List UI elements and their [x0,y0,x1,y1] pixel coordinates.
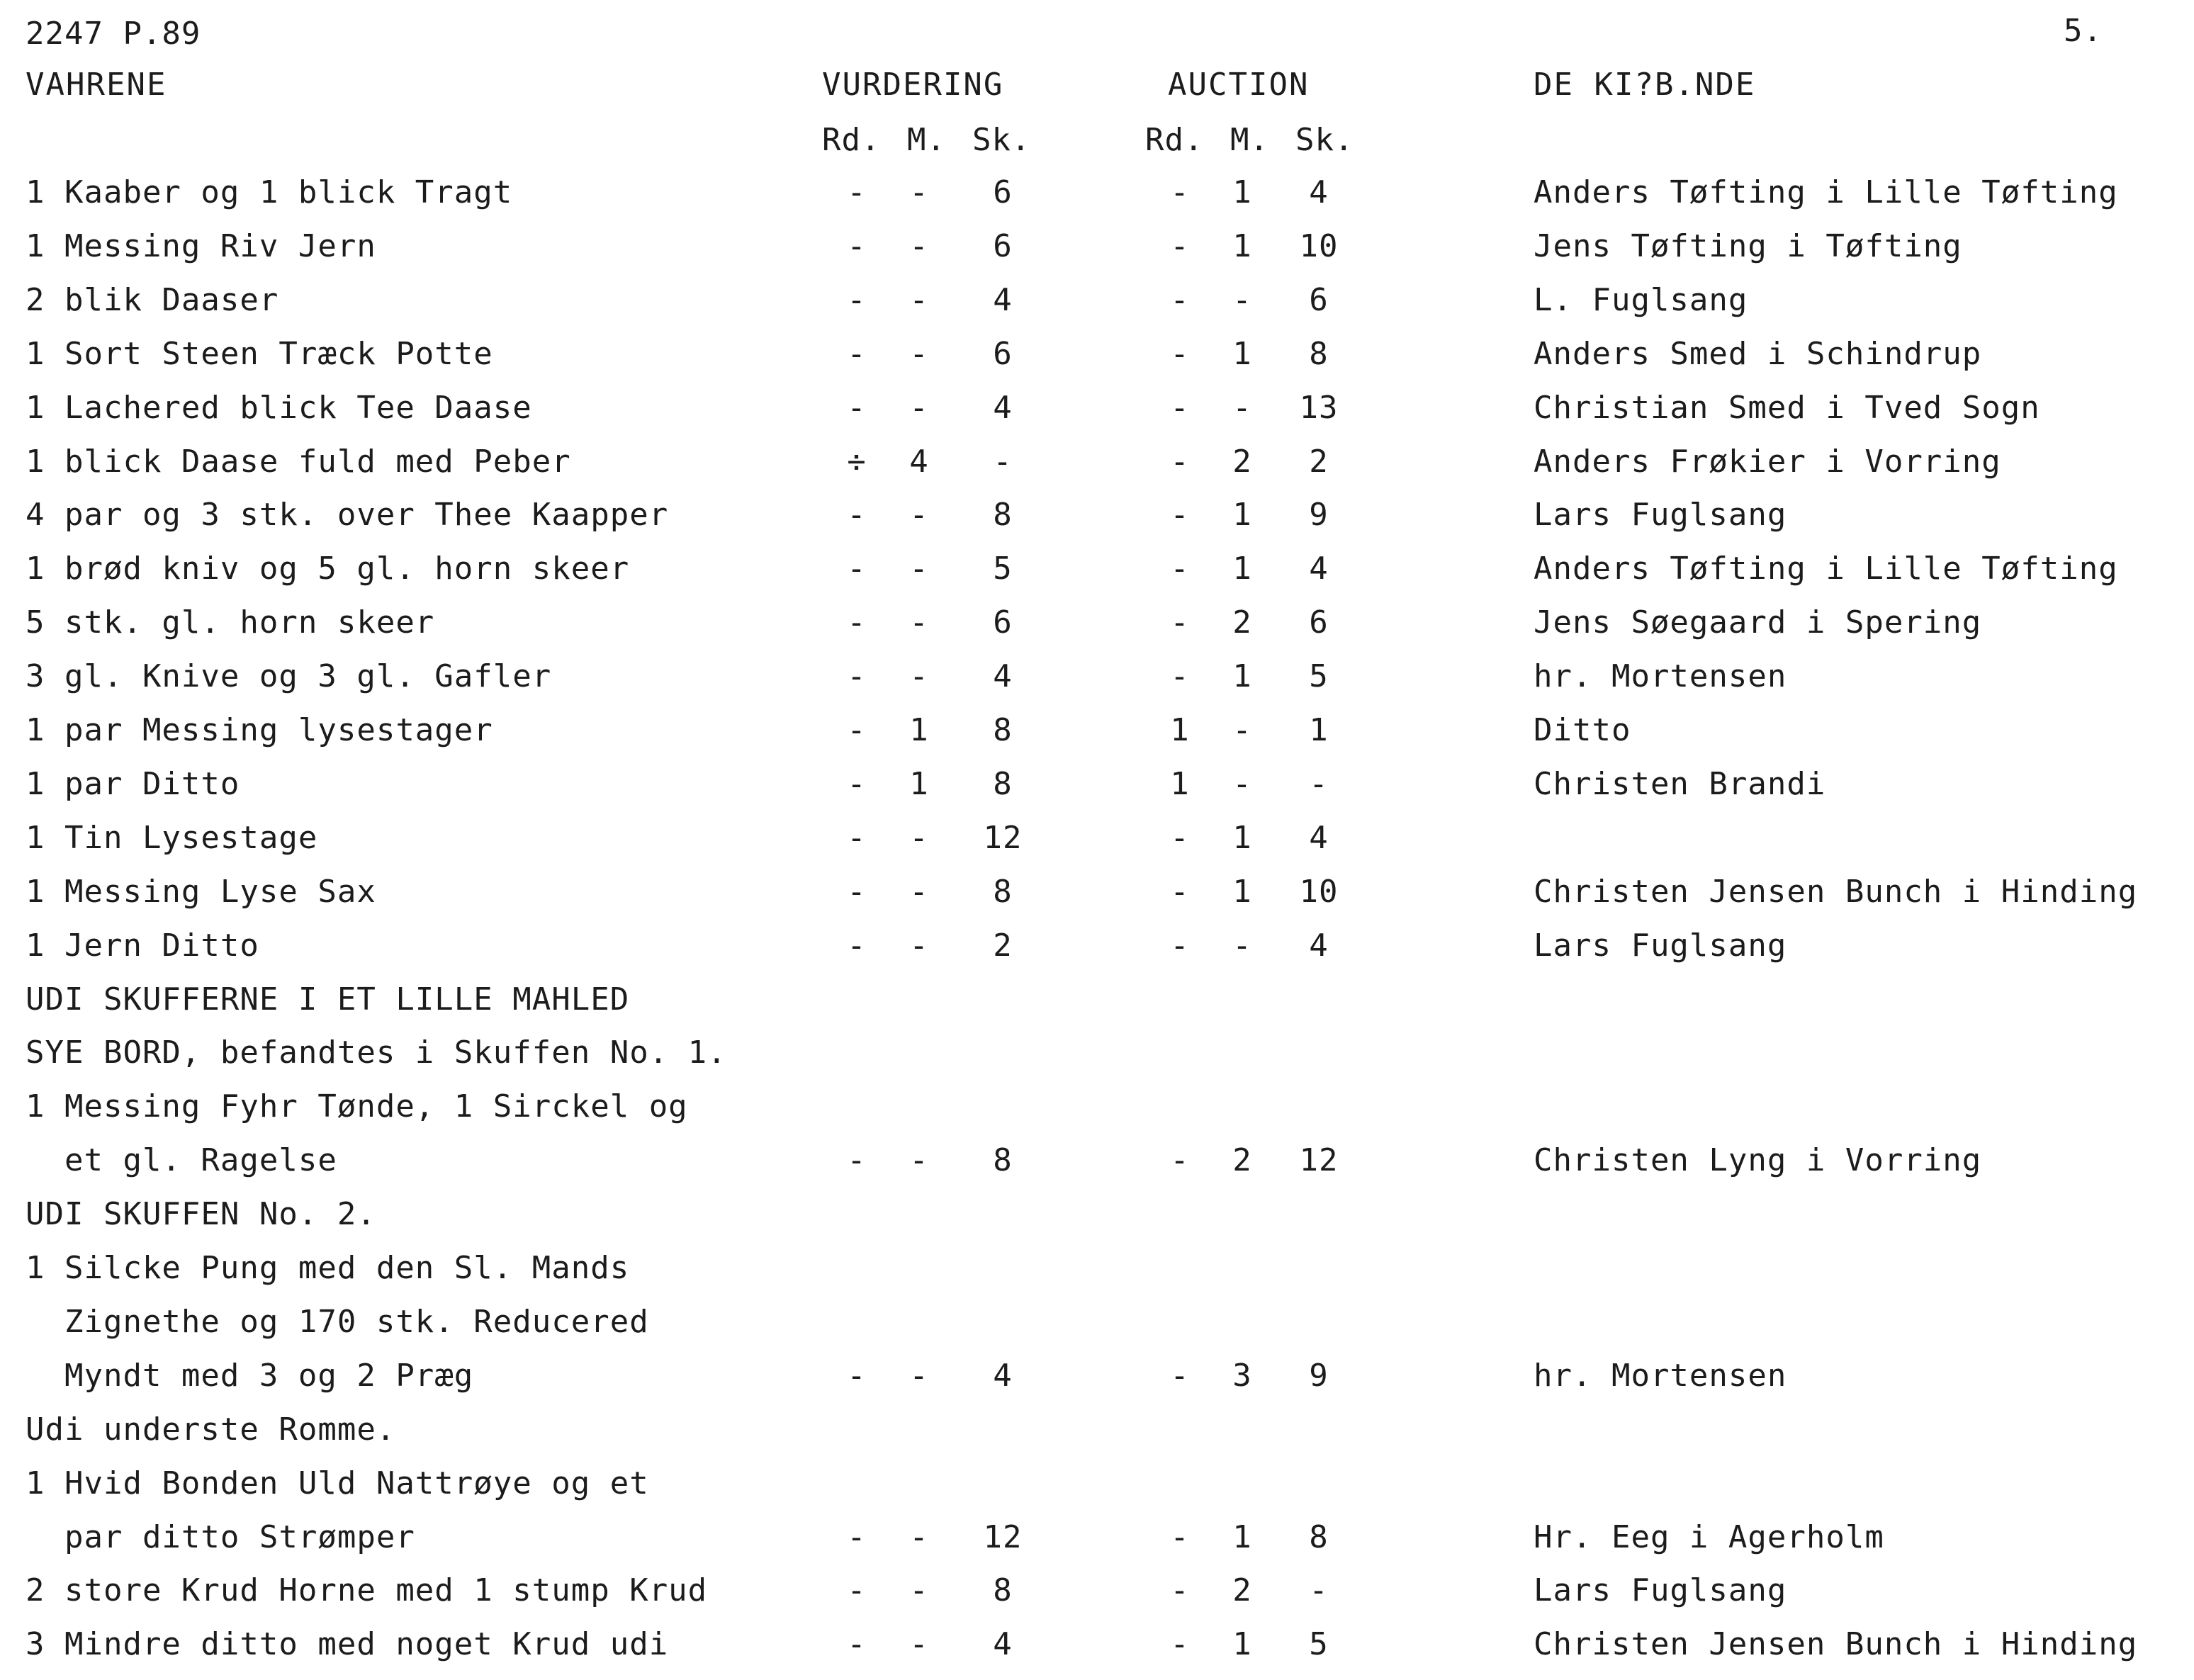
item-description: 1 Hvid Bonden Uld Nattrøye og et [26,1465,649,1501]
unit-auction-m: M. [1230,122,1269,158]
valuation-rigsdaler: - [847,1626,867,1663]
item-description: SYE BORD, befandtes i Skuffen No. 1. [26,1035,727,1071]
item-description: 1 Tin Lysestage [26,819,318,856]
auction-rigsdaler: - [1170,335,1190,372]
valuation-mark: 1 [909,765,929,802]
table-row [0,1411,2194,1465]
table-row [0,1626,2194,1680]
auction-mark: 2 [1232,604,1252,641]
header-vahrene: VAHRENE [26,67,167,103]
valuation-mark: - [909,604,929,641]
item-description: 3 Mindre ditto med noget Krud udi [26,1626,669,1663]
auction-skilling: 6 [1309,281,1329,318]
buyer-name: Anders Tøfting i Lille Tøfting [1534,551,2118,587]
valuation-rigsdaler: - [847,1142,867,1179]
auction-mark: 1 [1232,335,1252,372]
valuation-rigsdaler: - [847,174,867,210]
buyer-name: Anders Tøfting i Lille Tøfting [1534,174,2118,210]
item-description: UDI SKUFFERNE I ET LILLE MAHLED [26,981,630,1017]
item-description: et gl. Ragelse [26,1142,337,1179]
valuation-mark: - [909,1626,929,1663]
valuation-rigsdaler: - [847,927,867,964]
item-description: 1 Messing Lyse Sax [26,873,376,910]
buyer-name: L. Fuglsang [1534,281,1748,318]
item-description: 4 par og 3 stk. over Thee Kaapper [26,497,669,534]
buyer-name: Lars Fuglsang [1534,1572,1787,1609]
valuation-skilling: - [993,443,1013,480]
buyer-name: Christen Jensen Bunch i Hinding [1534,873,2138,910]
valuation-mark: - [909,227,929,264]
valuation-skilling: 12 [983,1518,1023,1555]
auction-rigsdaler: - [1170,174,1190,210]
auction-skilling: 13 [1299,389,1339,426]
unit-auction-sk: Sk. [1295,122,1354,158]
auction-rigsdaler: - [1170,443,1190,480]
auction-mark: 2 [1232,443,1252,480]
auction-skilling: 6 [1309,604,1329,641]
valuation-skilling: 4 [993,389,1013,426]
auction-rigsdaler: - [1170,281,1190,318]
valuation-skilling: 6 [993,335,1013,372]
item-description: 1 par Messing lysestager [26,712,493,748]
auction-skilling: 1 [1309,712,1329,748]
auction-rigsdaler: - [1170,389,1190,426]
valuation-rigsdaler: - [847,281,867,318]
item-description: Zignethe og 170 stk. Reducered [26,1303,649,1340]
auction-skilling: 5 [1309,658,1329,695]
auction-rigsdaler: - [1170,873,1190,910]
valuation-rigsdaler: - [847,389,867,426]
valuation-rigsdaler: - [847,873,867,910]
auction-rigsdaler: - [1170,1572,1190,1609]
valuation-skilling: 6 [993,174,1013,210]
auction-mark: 2 [1232,1572,1252,1609]
item-description: Udi underste Romme. [26,1411,396,1448]
valuation-mark: - [909,497,929,534]
buyer-name: Lars Fuglsang [1534,497,1787,534]
auction-skilling: 5 [1309,1626,1329,1663]
item-description: 1 Jern Ditto [26,927,259,964]
auction-rigsdaler: 1 [1170,765,1190,802]
unit-vurdering-m: M. [907,122,946,158]
table-row [0,658,2194,712]
auction-skilling: 4 [1309,819,1329,856]
valuation-skilling: 8 [993,873,1013,910]
table-row [0,1196,2194,1250]
valuation-rigsdaler: - [847,712,867,748]
auction-mark: - [1232,389,1252,426]
auction-mark: - [1232,281,1252,318]
auction-rigsdaler: - [1170,1518,1190,1555]
valuation-rigsdaler: - [847,497,867,534]
item-description: 2 blik Daaser [26,281,279,318]
valuation-skilling: 8 [993,497,1013,534]
auction-rigsdaler: - [1170,1142,1190,1179]
buyer-name: Jens Tøfting i Tøfting [1534,227,1962,264]
buyer-name: Lars Fuglsang [1534,927,1787,964]
auction-skilling: 9 [1309,497,1329,534]
auction-rigsdaler: - [1170,1357,1190,1394]
table-row [0,1519,2194,1573]
table-row [0,1088,2194,1142]
table-row [0,1572,2194,1626]
header-kiobende: DE KI?B.NDE [1534,67,1756,103]
table-row [0,444,2194,497]
header-vurdering: VURDERING [822,67,1004,103]
buyer-name: Christian Smed i Tved Sogn [1534,389,2040,426]
buyer-name: hr. Mortensen [1534,1357,1787,1394]
valuation-mark: 4 [909,443,929,480]
auction-rigsdaler: - [1170,658,1190,695]
auction-mark: - [1232,712,1252,748]
auction-rigsdaler: - [1170,227,1190,264]
unit-vurdering-sk: Sk. [972,122,1031,158]
valuation-rigsdaler: - [847,1518,867,1555]
table-row [0,874,2194,928]
valuation-skilling: 12 [983,819,1023,856]
table-row [0,1465,2194,1519]
auction-mark: 1 [1232,658,1252,695]
table-row [0,820,2194,874]
table-row [0,1142,2194,1196]
table-row [0,928,2194,981]
valuation-skilling: 8 [993,1572,1013,1609]
valuation-rigsdaler: - [847,335,867,372]
valuation-rigsdaler: - [847,227,867,264]
table-row [0,174,2194,228]
valuation-rigsdaler: - [847,1357,867,1394]
buyer-name: Christen Lyng i Vorring [1534,1142,1982,1179]
buyer-name: Ditto [1534,712,1631,748]
auction-skilling: 10 [1299,873,1339,910]
valuation-mark: - [909,281,929,318]
unit-auction-rd: Rd. [1145,122,1204,158]
auction-rigsdaler: - [1170,604,1190,641]
item-description: 1 Messing Riv Jern [26,227,376,264]
document-reference: 2247 P.89 [26,16,201,52]
table-row [0,390,2194,444]
auction-rigsdaler: - [1170,927,1190,964]
valuation-skilling: 5 [993,551,1013,587]
item-description: 3 gl. Knive og 3 gl. Gafler [26,658,552,695]
valuation-skilling: 4 [993,281,1013,318]
table-row [0,1358,2194,1411]
valuation-mark: - [909,819,929,856]
buyer-name: Anders Frøkier i Vorring [1534,443,2001,480]
auction-mark: 1 [1232,497,1252,534]
item-description: 2 store Krud Horne med 1 stump Krud [26,1572,708,1609]
item-description: UDI SKUFFEN No. 2. [26,1196,376,1233]
valuation-skilling: 8 [993,712,1013,748]
buyer-name: Christen Brandi [1534,765,1826,802]
auction-mark: - [1232,765,1252,802]
valuation-rigsdaler: - [847,604,867,641]
valuation-rigsdaler: - [847,551,867,587]
valuation-mark: - [909,335,929,372]
auction-mark: - [1232,927,1252,964]
item-description: 1 blick Daase fuld med Peber [26,443,571,480]
buyer-name: Hr. Eeg i Agerholm [1534,1518,1884,1555]
auction-mark: 1 [1232,227,1252,264]
valuation-rigsdaler: ÷ [847,443,867,480]
auction-skilling: 2 [1309,443,1329,480]
auction-mark: 1 [1232,1518,1252,1555]
page-number: 5. [2064,13,2103,49]
auction-skilling: - [1309,765,1329,802]
item-description: Myndt med 3 og 2 Præg [26,1357,474,1394]
valuation-skilling: 4 [993,658,1013,695]
valuation-mark: - [909,1142,929,1179]
auction-mark: 1 [1232,819,1252,856]
table-row [0,336,2194,390]
table-row [0,766,2194,820]
table-row [0,1035,2194,1088]
valuation-skilling: 4 [993,1357,1013,1394]
valuation-mark: - [909,174,929,210]
buyer-name: Christen Jensen Bunch i Hinding [1534,1626,2138,1663]
table-row [0,551,2194,604]
valuation-rigsdaler: - [847,765,867,802]
valuation-mark: - [909,1518,929,1555]
item-description: 1 par Ditto [26,765,240,802]
valuation-mark: - [909,389,929,426]
auction-mark: 1 [1232,873,1252,910]
table-row [0,497,2194,551]
valuation-skilling: 4 [993,1626,1013,1663]
auction-skilling: 4 [1309,927,1329,964]
item-description: 1 Kaaber og 1 blick Tragt [26,174,513,210]
auction-skilling: - [1309,1572,1329,1609]
valuation-skilling: 6 [993,604,1013,641]
table-row [0,981,2194,1035]
table-row [0,228,2194,282]
valuation-mark: - [909,927,929,964]
valuation-mark: - [909,658,929,695]
auction-mark: 1 [1232,1626,1252,1663]
item-description: 5 stk. gl. horn skeer [26,604,435,641]
auction-rigsdaler: - [1170,819,1190,856]
valuation-mark: - [909,1572,929,1609]
auction-mark: 1 [1232,174,1252,210]
item-description: par ditto Strømper [26,1518,415,1555]
auction-rigsdaler: 1 [1170,712,1190,748]
auction-skilling: 4 [1309,551,1329,587]
table-row [0,282,2194,336]
valuation-skilling: 8 [993,765,1013,802]
valuation-mark: - [909,551,929,587]
unit-vurdering-rd: Rd. [822,122,881,158]
item-description: 1 Lachered blick Tee Daase [26,389,532,426]
auction-skilling: 8 [1309,335,1329,372]
auction-skilling: 9 [1309,1357,1329,1394]
auction-skilling: 8 [1309,1518,1329,1555]
table-row [0,712,2194,766]
valuation-mark: - [909,1357,929,1394]
auction-rigsdaler: - [1170,551,1190,587]
auction-mark: 1 [1232,551,1252,587]
auction-skilling: 4 [1309,174,1329,210]
item-description: 1 Silcke Pung med den Sl. Mands [26,1250,630,1286]
auction-skilling: 12 [1299,1142,1339,1179]
valuation-skilling: 6 [993,227,1013,264]
table-row [0,1304,2194,1358]
buyer-name: hr. Mortensen [1534,658,1787,695]
valuation-rigsdaler: - [847,1572,867,1609]
auction-rigsdaler: - [1170,1626,1190,1663]
buyer-name: Anders Smed i Schindrup [1534,335,1982,372]
header-auction: AUCTION [1168,67,1310,103]
valuation-mark: - [909,873,929,910]
auction-mark: 3 [1232,1357,1252,1394]
valuation-rigsdaler: - [847,658,867,695]
auction-rigsdaler: - [1170,497,1190,534]
item-description: 1 brød kniv og 5 gl. horn skeer [26,551,630,587]
table-row [0,1250,2194,1304]
valuation-skilling: 2 [993,927,1013,964]
auction-mark: 2 [1232,1142,1252,1179]
valuation-rigsdaler: - [847,819,867,856]
table-row [0,604,2194,658]
item-description: 1 Sort Steen Træck Potte [26,335,493,372]
buyer-name: Jens Søegaard i Spering [1534,604,1982,641]
auction-skilling: 10 [1299,227,1339,264]
valuation-skilling: 8 [993,1142,1013,1179]
valuation-mark: 1 [909,712,929,748]
item-description: 1 Messing Fyhr Tønde, 1 Sirckel og [26,1088,688,1125]
